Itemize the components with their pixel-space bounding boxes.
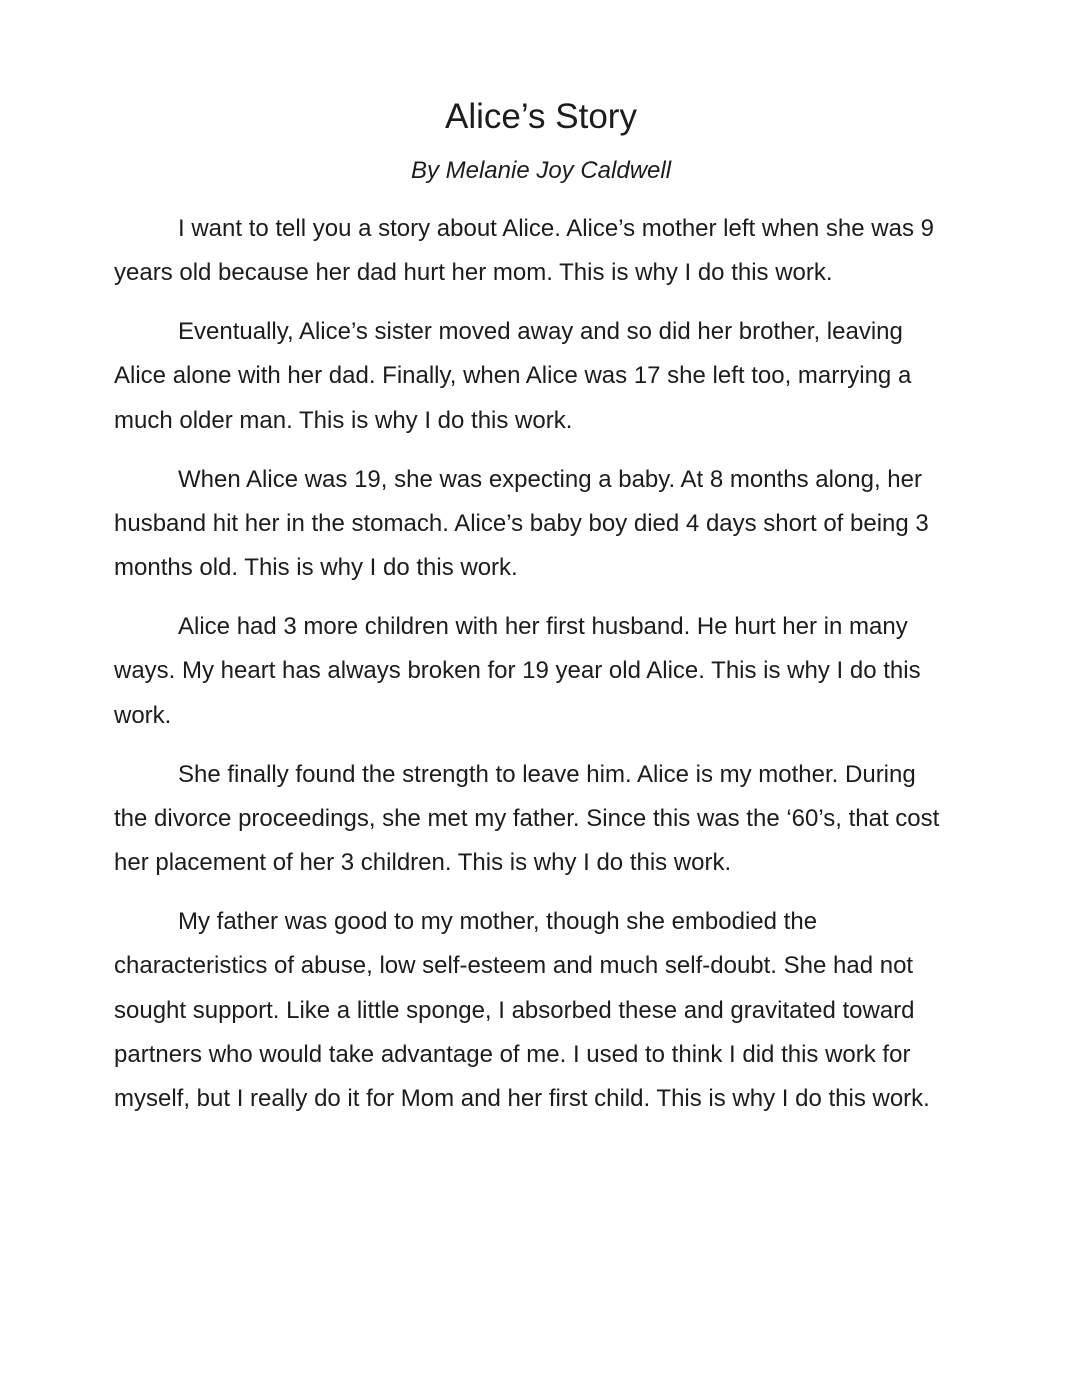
paragraph-line: the divorce proceedings, she met my father. Since this was the ‘60’s, that cost <box>114 804 940 832</box>
author-byline: By Melanie Joy Caldwell <box>410 157 672 184</box>
paragraph-line: Alice had 3 more children with her first husband. He hurt her in many <box>178 613 908 641</box>
paragraph-1 <box>114 207 974 296</box>
paragraph-line: myself, but I really do it for Mom and her first child. This is why I do this work. <box>114 1085 930 1113</box>
paragraph-5 <box>114 753 974 886</box>
document-title: Alice’s Story <box>445 97 637 136</box>
paragraph-line: Eventually, Alice’s sister moved away and so did her brother, leaving <box>178 318 903 346</box>
paragraph-line: She finally found the strength to leave him. Alice is my mother. During <box>178 760 916 788</box>
paragraph-line: much older man. This is why I do this work. <box>114 406 573 434</box>
paragraph-4 <box>114 605 974 738</box>
paragraph-3 <box>114 458 974 591</box>
paragraph-line: characteristics of abuse, low self-esteem and much self-doubt. She had not <box>114 952 914 980</box>
paragraph-line: When Alice was 19, she was expecting a baby. At 8 months along, her <box>178 465 922 493</box>
story-body <box>114 207 974 1122</box>
paragraph-line: ways. My heart has always broken for 19 year old Alice. This is why I do this <box>114 657 921 685</box>
paragraph-line: partners who would take advantage of me. I used to think I did this work for <box>114 1041 911 1069</box>
paragraph-line: years old because her dad hurt her mom. This is why I do this work. <box>114 259 833 287</box>
paragraph-line: her placement of her 3 children. This is why I do this work. <box>114 849 732 877</box>
paragraph-line: sought support. Like a little sponge, I absorbed these and gravitated toward <box>114 996 915 1024</box>
paragraph-line: I want to tell you a story about Alice. Alice’s mother left when she was 9 <box>178 215 934 242</box>
paragraph-line: work. <box>114 701 172 729</box>
paragraph-line: months old. This is why I do this work. <box>114 554 518 582</box>
paragraph-6 <box>114 900 974 1121</box>
paragraph-2 <box>114 310 974 443</box>
paragraph-line: My father was good to my mother, though she embodied the <box>178 908 818 936</box>
paragraph-line: Alice alone with her dad. Finally, when Alice was 17 she left too, marrying a <box>114 362 912 390</box>
paragraph-line: husband hit her in the stomach. Alice’s baby boy died 4 days short of being 3 <box>114 509 929 537</box>
